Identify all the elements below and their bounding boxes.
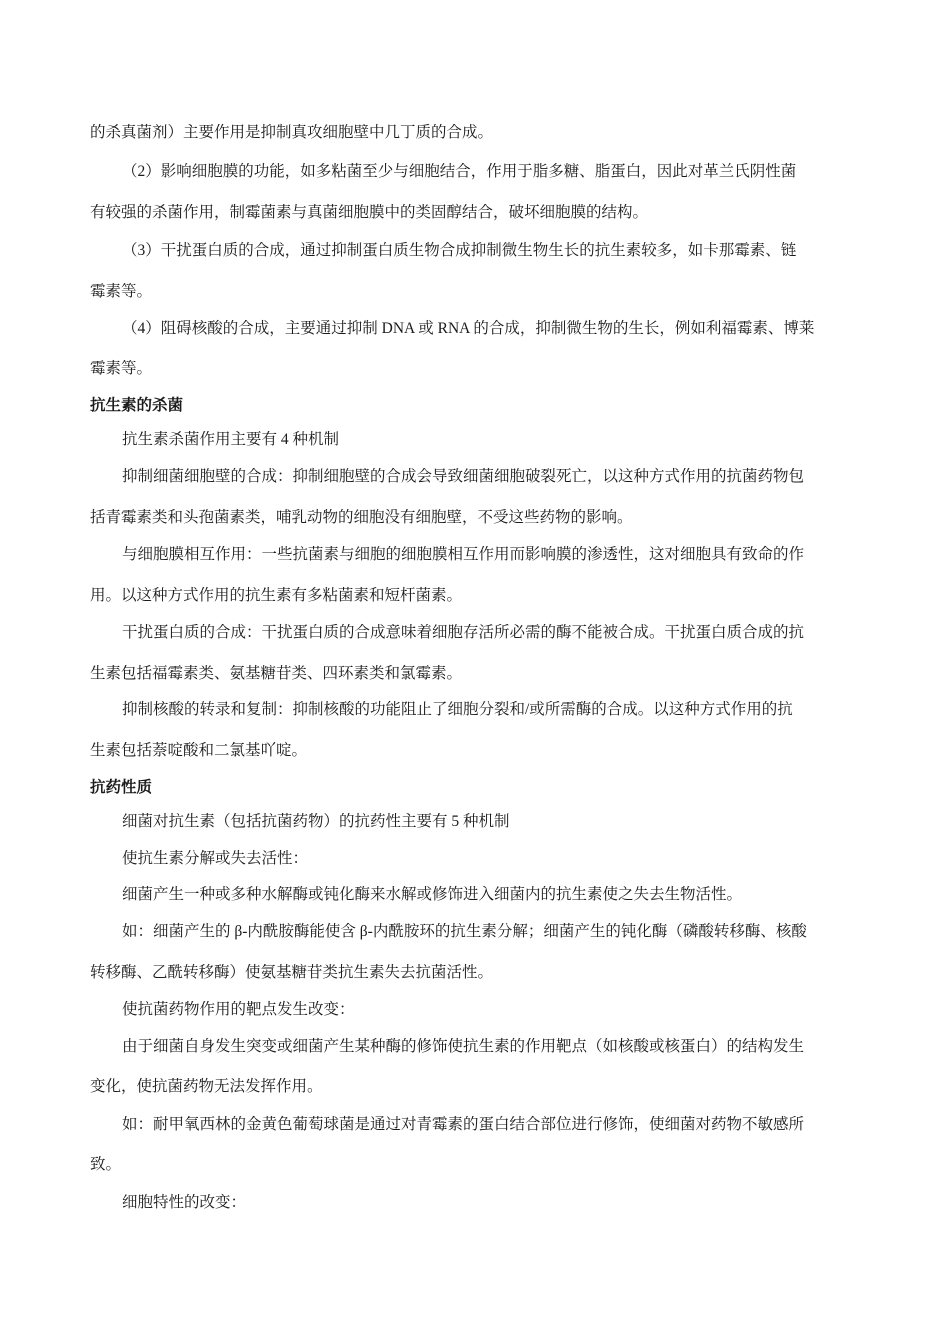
paragraph-line: 如：耐甲氧西林的金黄色葡萄球菌是通过对青霉素的蛋白结合部位进行修饰，使细菌对药物不敏感所 bbox=[122, 1116, 805, 1133]
paragraph-line: 与细胞膜相互作用：一些抗菌素与细胞的细胞膜相互作用而影响膜的渗透性，这对细胞具有致命的作 bbox=[122, 546, 805, 563]
paragraph-line: 使抗生素分解或失去活性： bbox=[122, 850, 309, 867]
paragraph-line: 生素包括福霉素类、氨基糖苷类、四环素类和氯霉素。 bbox=[90, 665, 463, 682]
paragraph-line: 抑制核酸的转录和复制：抑制核酸的功能阻止了细胞分裂和/或所需酶的合成。以这种方式作用的抗 bbox=[122, 701, 793, 718]
paragraph-line: （2）影响细胞膜的功能，如多粘菌至少与细胞结合，作用于脂多糖、脂蛋白，因此对革兰氏阴性菌 bbox=[122, 163, 797, 180]
paragraph-line: 细菌产生一种或多种水解酶或钝化酶来水解或修饰进入细菌内的抗生素使之失去生物活性。 bbox=[122, 886, 743, 903]
paragraph-line: 括青霉素类和头孢菌素类，哺乳动物的细胞没有细胞壁，不受这些药物的影响。 bbox=[90, 509, 633, 526]
paragraph-line: 霉素等。 bbox=[90, 360, 153, 377]
paragraph-line: 生素包括萘啶酸和二氯基吖啶。 bbox=[90, 742, 308, 759]
paragraph-line: 细菌对抗生素（包括抗菌药物）的抗药性主要有 5 种机制 bbox=[122, 813, 510, 830]
paragraph-line: 有较强的杀菌作用，制霉菌素与真菌细胞膜中的类固醇结合，破坏细胞膜的结构。 bbox=[90, 204, 649, 221]
paragraph-line: （4）阻碍核酸的合成，主要通过抑制 DNA 或 RNA 的合成，抑制微生物的生长，例如利福霉素、博莱 bbox=[122, 320, 815, 337]
paragraph-line: 的杀真菌剂）主要作用是抑制真攻细胞壁中几丁质的合成。 bbox=[90, 124, 494, 141]
paragraph-line: 变化，使抗菌药物无法发挥作用。 bbox=[90, 1078, 323, 1095]
section-heading: 抗药性质 bbox=[90, 779, 153, 796]
paragraph-line: 抗生素杀菌作用主要有 4 种机制 bbox=[122, 431, 340, 448]
section-heading: 抗生素的杀菌 bbox=[90, 397, 184, 414]
paragraph-line: 致。 bbox=[90, 1156, 122, 1173]
paragraph-line: 使抗菌药物作用的靶点发生改变： bbox=[122, 1001, 355, 1018]
paragraph-line: 霉素等。 bbox=[90, 283, 153, 300]
paragraph-line: 转移酶、乙酰转移酶）使氨基糖苷类抗生素失去抗菌活性。 bbox=[90, 964, 494, 981]
paragraph-line: 如：细菌产生的 β-内酰胺酶能使含 β-内酰胺环的抗生素分解；细菌产生的钝化酶（磷酸转移酶、核酸 bbox=[122, 923, 807, 940]
paragraph-line: 干扰蛋白质的合成：干扰蛋白质的合成意味着细胞存活所必需的酶不能被合成。干扰蛋白质合成的抗 bbox=[122, 624, 805, 641]
paragraph-line: 细胞特性的改变： bbox=[122, 1194, 247, 1211]
paragraph-line: 由于细菌自身发生突变或细菌产生某种酶的修饰使抗生素的作用靶点（如核酸或核蛋白）的结构发生 bbox=[122, 1038, 805, 1055]
paragraph-line: 用。以这种方式作用的抗生素有多粘菌素和短杆菌素。 bbox=[90, 587, 463, 604]
paragraph-line: （3）干扰蛋白质的合成，通过抑制蛋白质生物合成抑制微生物生长的抗生素较多，如卡那霉素、链 bbox=[122, 242, 797, 259]
paragraph-line: 抑制细菌细胞壁的合成：抑制细胞壁的合成会导致细菌细胞破裂死亡，以这种方式作用的抗菌药物包 bbox=[122, 468, 805, 485]
